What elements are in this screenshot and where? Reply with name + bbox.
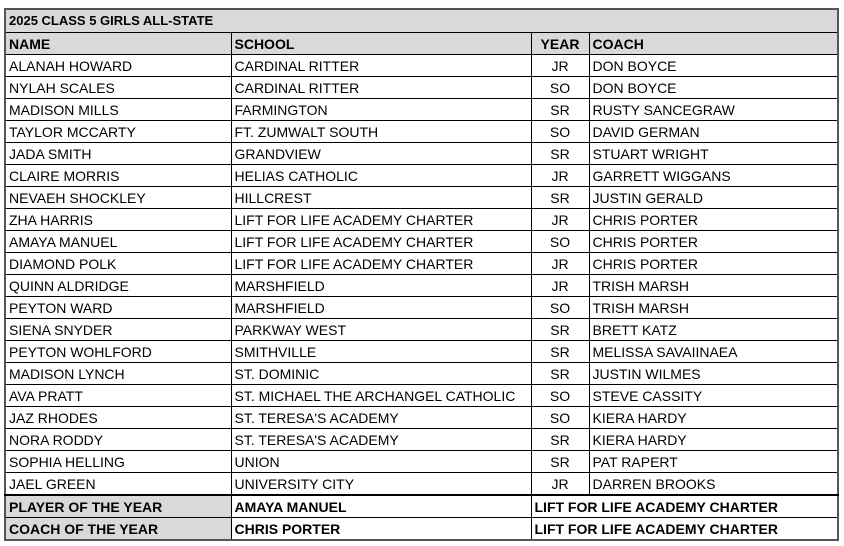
table-row [5,55,838,77]
year-cell: JR [531,473,589,496]
school-cell: CARDINAL RITTER [231,55,531,77]
player-name-cell: NORA RODDY [5,429,231,451]
award-row [5,495,838,518]
player-name-cell: PEYTON WOHLFORD [5,341,231,363]
table-row [5,99,838,121]
year-cell: JR [531,253,589,275]
table-row [5,121,838,143]
player-name-cell: MADISON LYNCH [5,363,231,385]
table-row [5,407,838,429]
coach-cell: DAVID GERMAN [589,121,838,143]
player-name-cell: SOPHIA HELLING [5,451,231,473]
year-cell: SR [531,143,589,165]
school-cell: PARKWAY WEST [231,319,531,341]
coach-cell: CHRIS PORTER [589,209,838,231]
table-row [5,187,838,209]
year-cell: SR [531,341,589,363]
coach-cell: STEVE CASSITY [589,385,838,407]
table-row [5,231,838,253]
table-title: 2025 CLASS 5 GIRLS ALL-STATE [5,9,838,33]
school-cell: ST. TERESA'S ACADEMY [231,429,531,451]
award-winner-school: LIFT FOR LIFE ACADEMY CHARTER [531,518,838,541]
player-name-cell: PEYTON WARD [5,297,231,319]
school-cell: LIFT FOR LIFE ACADEMY CHARTER [231,253,531,275]
header-name: NAME [5,33,231,55]
coach-cell: BRETT KATZ [589,319,838,341]
year-cell: SO [531,385,589,407]
coach-cell: GARRETT WIGGANS [589,165,838,187]
table-row [5,253,838,275]
school-cell: FARMINGTON [231,99,531,121]
school-cell: LIFT FOR LIFE ACADEMY CHARTER [231,231,531,253]
award-winner-name: CHRIS PORTER [231,518,531,541]
year-cell: SR [531,363,589,385]
table-row [5,451,838,473]
year-cell: JR [531,209,589,231]
award-label: COACH OF THE YEAR [5,518,231,541]
header-row [5,33,838,55]
year-cell: SO [531,121,589,143]
coach-cell: PAT RAPERT [589,451,838,473]
table-row [5,275,838,297]
table-row [5,319,838,341]
header-coach: COACH [589,33,838,55]
player-name-cell: NEVAEH SHOCKLEY [5,187,231,209]
player-name-cell: DIAMOND POLK [5,253,231,275]
player-name-cell: JAEL GREEN [5,473,231,496]
school-cell: MARSHFIELD [231,297,531,319]
coach-cell: DARREN BROOKS [589,473,838,496]
table-row [5,77,838,99]
header-school: SCHOOL [231,33,531,55]
coach-cell: TRISH MARSH [589,275,838,297]
player-name-cell: ALANAH HOWARD [5,55,231,77]
player-name-cell: AMAYA MANUEL [5,231,231,253]
coach-cell: DON BOYCE [589,77,838,99]
table-row [5,429,838,451]
year-cell: JR [531,275,589,297]
school-cell: ST. MICHAEL THE ARCHANGEL CATHOLIC [231,385,531,407]
award-winner-school: LIFT FOR LIFE ACADEMY CHARTER [531,495,838,518]
year-cell: SO [531,297,589,319]
year-cell: JR [531,165,589,187]
school-cell: FT. ZUMWALT SOUTH [231,121,531,143]
player-name-cell: JAZ RHODES [5,407,231,429]
coach-cell: KIERA HARDY [589,407,838,429]
player-name-cell: NYLAH SCALES [5,77,231,99]
table-row [5,341,838,363]
year-cell: SO [531,231,589,253]
year-cell: SO [531,407,589,429]
title-row [5,9,838,33]
player-name-cell: JADA SMITH [5,143,231,165]
year-cell: SR [531,187,589,209]
player-name-cell: MADISON MILLS [5,99,231,121]
coach-cell: RUSTY SANCEGRAW [589,99,838,121]
coach-cell: DON BOYCE [589,55,838,77]
school-cell: ST. TERESA'S ACADEMY [231,407,531,429]
school-cell: HELIAS CATHOLIC [231,165,531,187]
player-name-cell: SIENA SNYDER [5,319,231,341]
coach-cell: MELISSA SAVAIINAEA [589,341,838,363]
school-cell: GRANDVIEW [231,143,531,165]
coach-cell: TRISH MARSH [589,297,838,319]
school-cell: SMITHVILLE [231,341,531,363]
year-cell: SO [531,77,589,99]
all-state-table [4,8,839,541]
award-winner-name: AMAYA MANUEL [231,495,531,518]
year-cell: SR [531,451,589,473]
school-cell: HILLCREST [231,187,531,209]
player-name-cell: CLAIRE MORRIS [5,165,231,187]
school-cell: UNIVERSITY CITY [231,473,531,496]
player-name-cell: AVA PRATT [5,385,231,407]
coach-cell: JUSTIN WILMES [589,363,838,385]
player-name-cell: QUINN ALDRIDGE [5,275,231,297]
player-name-cell: TAYLOR MCCARTY [5,121,231,143]
header-year: YEAR [531,33,589,55]
coach-cell: KIERA HARDY [589,429,838,451]
school-cell: MARSHFIELD [231,275,531,297]
table-row [5,165,838,187]
table-row [5,209,838,231]
award-label: PLAYER OF THE YEAR [5,495,231,518]
coach-cell: CHRIS PORTER [589,231,838,253]
year-cell: JR [531,55,589,77]
table-row [5,363,838,385]
player-name-cell: ZHA HARRIS [5,209,231,231]
table-row [5,297,838,319]
year-cell: SR [531,99,589,121]
coach-cell: STUART WRIGHT [589,143,838,165]
award-row [5,518,838,541]
school-cell: CARDINAL RITTER [231,77,531,99]
school-cell: UNION [231,451,531,473]
school-cell: LIFT FOR LIFE ACADEMY CHARTER [231,209,531,231]
table-row [5,473,838,496]
year-cell: SR [531,429,589,451]
coach-cell: JUSTIN GERALD [589,187,838,209]
table-row [5,143,838,165]
coach-cell: CHRIS PORTER [589,253,838,275]
table-row [5,385,838,407]
school-cell: ST. DOMINIC [231,363,531,385]
year-cell: SR [531,319,589,341]
